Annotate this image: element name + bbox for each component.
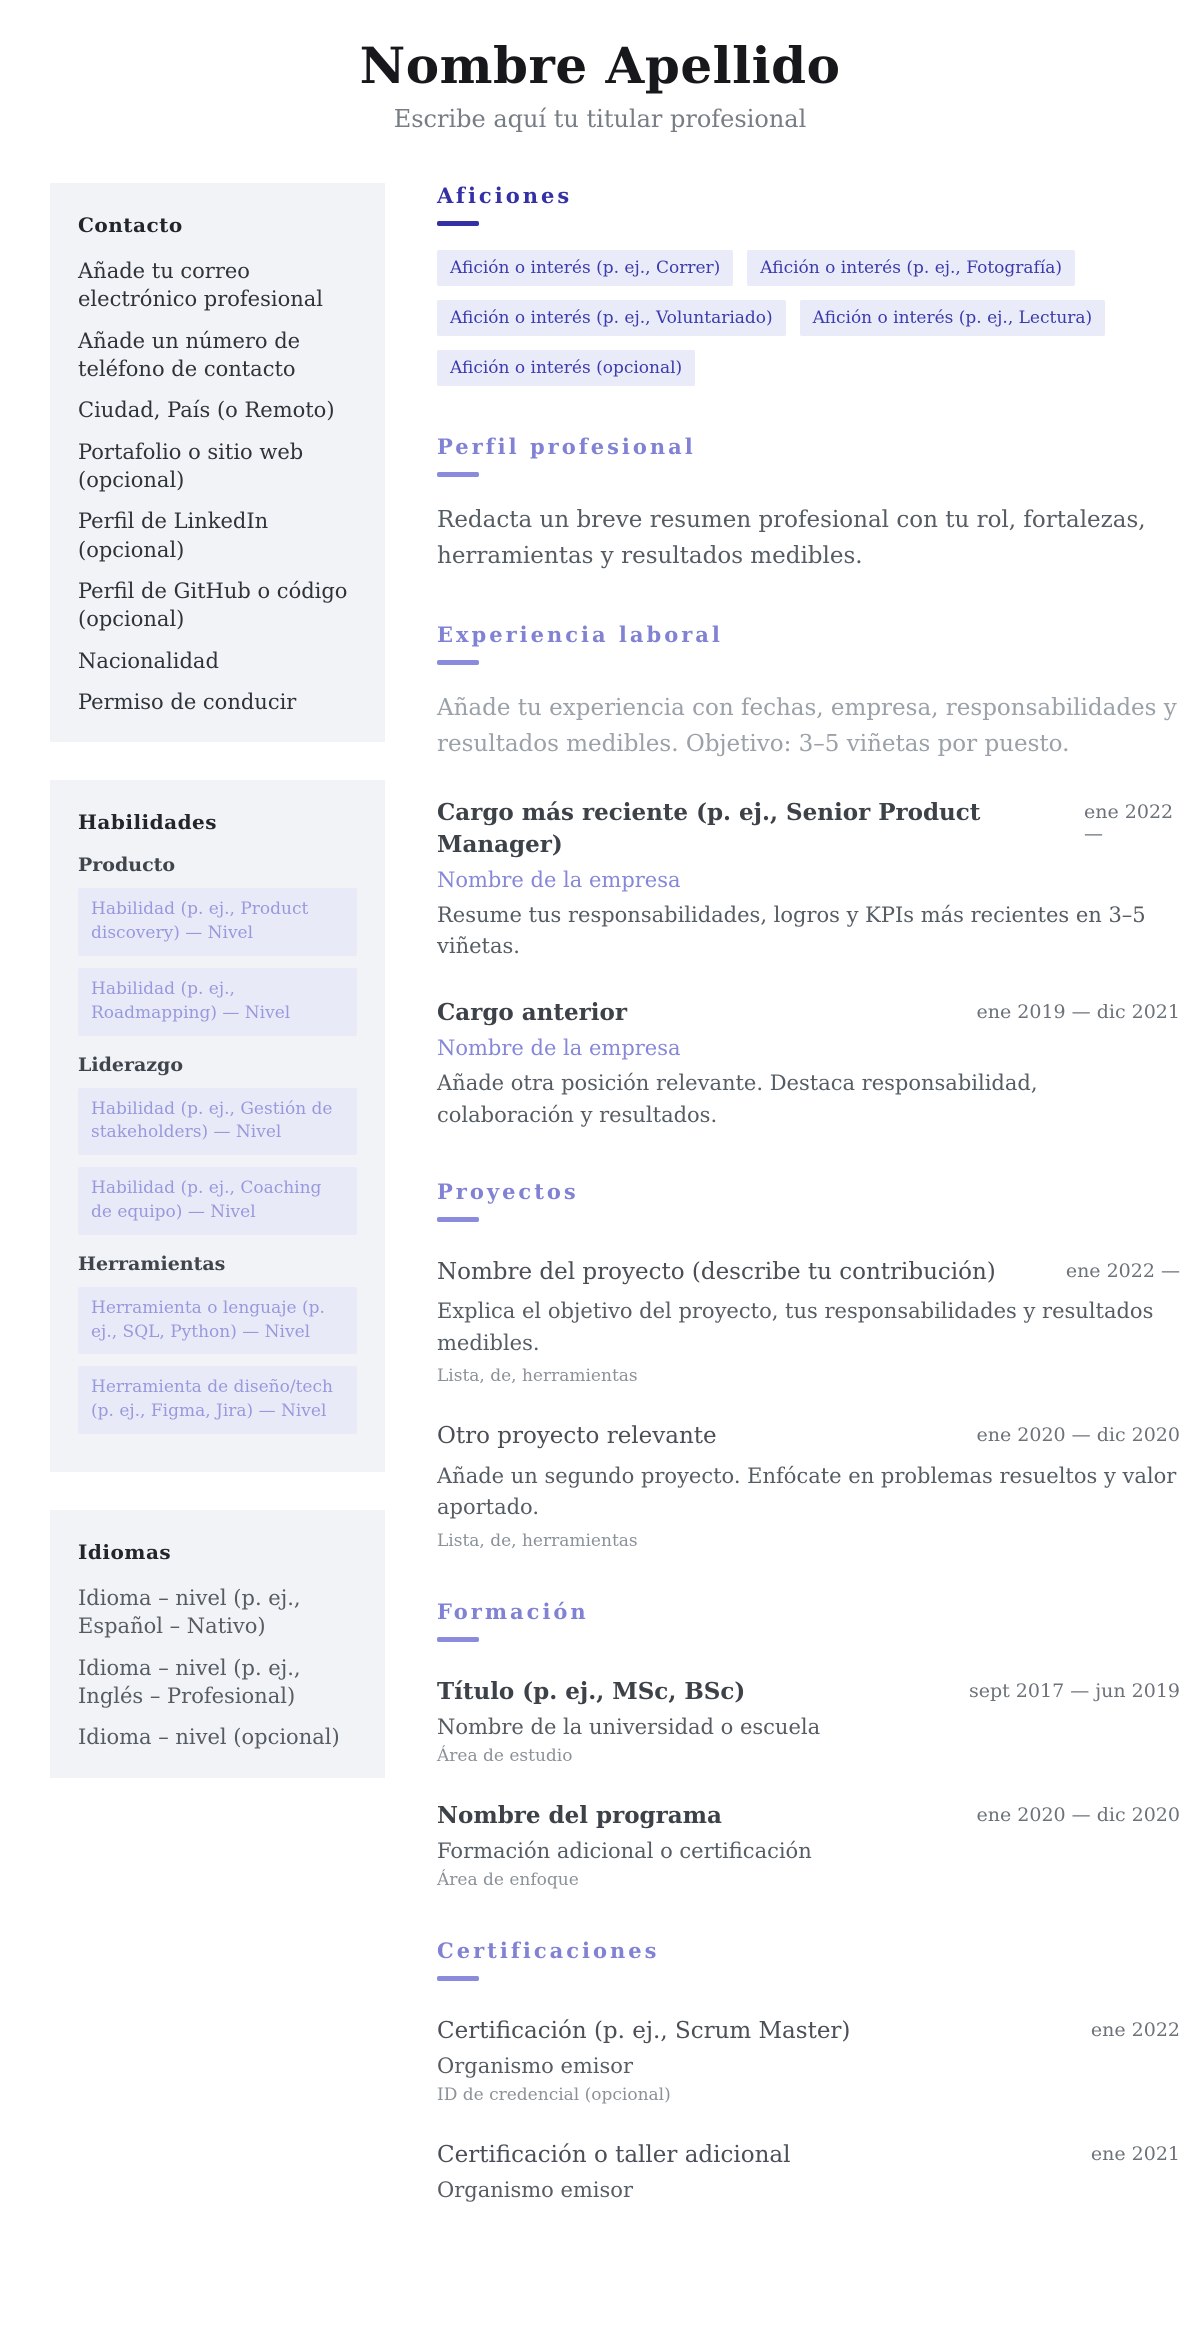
certifications-title: Certificaciones [437,1937,660,1963]
school-name: Nombre de la universidad o escuela [437,1714,821,1739]
heading-underline [437,472,479,477]
certification-dates: ene 2021 [1090,2143,1180,2166]
resume-header [0,0,1200,133]
job-entry [437,797,1180,963]
experience-section [437,622,1180,1131]
skill-group-tools: Herramientas [78,1252,226,1275]
job-dates: ene 2019 — dic 2021 [976,1000,1180,1023]
skill-pill: Habilidad (p. ej., Roadmapping) — Nivel [78,968,357,1036]
skill-group-product: Producto [78,854,176,877]
project-description: Explica el objetivo del proyecto, tus responsabilidades y resultados medibles. [437,1299,1154,1355]
projects-title: Proyectos [437,1179,579,1205]
project-name: Otro proyecto relevante [437,1423,717,1450]
contact-item-portfolio: Portafolio o sitio web (opcional) [78,439,304,493]
contact-section [50,183,385,742]
hobby-chip: Afición o interés (p. ej., Fotografía) [747,250,1075,286]
hobby-chip: Afición o interés (p. ej., Voluntariado) [437,300,786,336]
certification-issuer: Organismo emisor [437,2054,633,2079]
contact-item-nationality: Nacionalidad [78,648,219,673]
experience-intro: Añade tu experiencia con fechas, empresa, responsabilidades y resultados medibles. Objetivo: 3–5 viñetas por puesto. [437,695,1177,757]
job-dates: ene 2022 — [1084,800,1174,845]
education-dates: sept 2017 — jun 2019 [968,1679,1180,1702]
skills-title: Habilidades [78,810,218,835]
heading-underline [437,1637,479,1642]
experience-title: Experiencia laboral [437,622,723,648]
hobby-chip: Afición o interés (p. ej., Lectura) [800,300,1106,336]
resume-body [0,133,1200,2310]
credential-id: ID de credencial (opcional) [437,2085,671,2106]
languages-section [50,1510,385,1778]
job-company: Nombre de la empresa [437,867,681,892]
job-title: Cargo anterior [437,998,627,1026]
study-area: Área de estudio [437,1745,573,1766]
hobbies-title: Aficiones [437,183,573,208]
job-summary: Añade otra posición relevante. Destaca responsabilidad, colaboración y resultados. [437,1071,1038,1127]
page-title: Nombre Apellido [359,36,841,95]
skill-pill: Habilidad (p. ej., Coaching de equipo) — Nivel [78,1167,357,1235]
profile-text: Redacta un breve resumen profesional con tu rol, fortalezas, herramientas y resultados medibles. [437,507,1146,569]
contact-item-github: Perfil de GitHub o código (opcional) [78,579,348,632]
heading-underline [437,1217,479,1222]
certification-name: Certificación o taller adicional [437,2142,791,2169]
project-entry [437,1420,1180,1550]
main-column [437,183,1180,2250]
language-item: Idioma – nivel (p. ej., Español – Nativo) [78,1586,301,1639]
job-entry [437,997,1180,1131]
contact-title: Contacto [78,213,183,237]
degree-title: Título (p. ej., MSc, BSc) [437,1677,746,1705]
heading-underline [437,221,479,226]
contact-item-phone: Añade un número de teléfono de contacto [78,328,301,382]
certification-issuer: Organismo emisor [437,2178,633,2203]
contact-item-linkedin: Perfil de LinkedIn (opcional) [78,509,269,562]
education-entry [437,1800,1180,1890]
education-dates: ene 2020 — dic 2020 [976,1803,1180,1826]
project-dates: ene 2022 — [1065,1260,1180,1283]
sidebar [50,183,385,1816]
professional-headline: Escribe aquí tu titular profesional [393,105,807,133]
degree-title: Nombre del programa [437,1801,722,1829]
project-tools: Lista, de, herramientas [437,1530,638,1551]
profile-section [437,434,1180,574]
skill-pill: Habilidad (p. ej., Gestión de stakeholders) — Nivel [78,1088,357,1156]
job-company: Nombre de la empresa [437,1036,681,1061]
skills-section [50,780,385,1472]
contact-item-driving-license: Permiso de conducir [78,690,297,715]
profile-title: Perfil profesional [437,434,696,459]
language-item: Idioma – nivel (opcional) [78,1725,340,1750]
contact-item-location: Ciudad, País (o Remoto) [78,398,335,423]
contact-item-email: Añade tu correo electrónico profesional [78,259,323,312]
education-entry [437,1676,1180,1766]
certification-entry [437,2139,1180,2202]
project-tools: Lista, de, herramientas [437,1366,638,1387]
language-item: Idioma – nivel (p. ej., Inglés – Profesional) [78,1655,301,1709]
certifications-section [437,1938,1180,2202]
hobby-chip: Afición o interés (p. ej., Correr) [437,250,733,286]
project-dates: ene 2020 — dic 2020 [976,1424,1180,1447]
languages-title: Idiomas [78,1540,172,1565]
education-section [437,1599,1180,1890]
heading-underline [437,660,479,665]
skill-pill: Herramienta de diseño/tech (p. ej., Figma, Jira) — Nivel [78,1366,357,1434]
certification-entry [437,2015,1180,2105]
certification-dates: ene 2022 [1090,2018,1180,2041]
project-name: Nombre del proyecto (describe tu contribución) [437,1259,996,1286]
projects-section [437,1179,1180,1550]
skill-pill: Habilidad (p. ej., Product discovery) — Nivel [78,888,357,956]
skill-pill: Herramienta o lenguaje (p. ej., SQL, Python) — Nivel [78,1287,357,1355]
heading-underline [437,1976,479,1981]
school-name: Formación adicional o certificación [437,1838,812,1863]
study-area: Área de enfoque [437,1869,579,1890]
hobby-chip: Afición o interés (opcional) [437,350,695,386]
job-summary: Resume tus responsabilidades, logros y KPIs más recientes en 3–5 viñetas. [437,902,1146,959]
project-description: Añade un segundo proyecto. Enfócate en problemas resueltos y valor aportado. [437,1463,1177,1519]
project-entry [437,1256,1180,1386]
hobby-chips [437,250,1180,386]
job-title: Cargo más reciente (p. ej., Senior Product Manager) [437,798,981,858]
education-title: Formación [437,1598,589,1624]
skill-group-leadership: Liderazgo [78,1053,184,1076]
certification-name: Certificación (p. ej., Scrum Master) [437,2017,851,2044]
hobbies-section [437,183,1180,386]
